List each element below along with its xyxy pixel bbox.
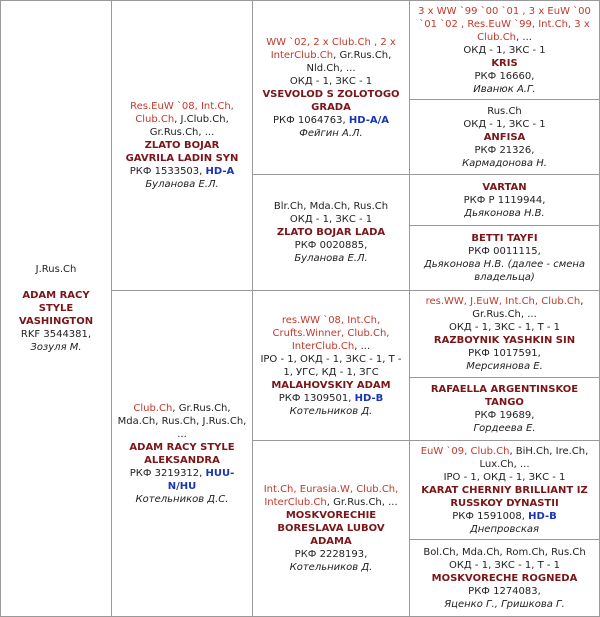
- dog-name-line: RAZBOYNIK YASHKIN SIN: [433, 335, 576, 346]
- dog-titles-red: EuW `09, Club.Ch: [420, 445, 510, 457]
- dog-name-line: ZLATO BOJAR: [144, 140, 220, 151]
- dog-reg-number: РКФ 21326,: [474, 144, 535, 156]
- dog-titles-dark: , Gr.Rus.Ch, ...: [472, 296, 584, 320]
- dog-titles-dark: , ...: [354, 340, 371, 352]
- dog-tests: ОКД - 1, ЗКС - 1: [463, 44, 546, 56]
- dog-tests: ОКД - 1, ЗКС - 1: [289, 214, 373, 225]
- dog-name-line: ADAM RACY STYLE: [129, 441, 235, 453]
- dog-name-line: BORESLAVA LUBOV ADAMA: [277, 523, 385, 547]
- dog-name-line: ANFISA: [483, 131, 526, 143]
- dog-cell: [252, 290, 410, 441]
- dog-name[interactable]: [126, 139, 239, 165]
- dog-titles-dark: Bol.Ch, Mda.Ch, Rom.Ch, Rus.Ch: [423, 546, 586, 558]
- dog-titles-red: res.WW, J.EuW, Int.Ch, Club.Ch: [425, 296, 581, 307]
- dog-registration: [468, 585, 541, 598]
- dog-owner: Мерсиянова Е.: [466, 361, 543, 372]
- dog-registration: [464, 194, 546, 207]
- dog-titles-dark: , Gr.Rus.Ch, ...: [326, 497, 398, 508]
- dog-title: J.Rus.Ch: [35, 264, 77, 275]
- dog-titles-dark: , ...: [516, 31, 532, 43]
- dog-reg-number: РКФ 2228193,: [294, 549, 368, 560]
- dog-owner: Котельников Д.: [289, 405, 373, 417]
- dog-registration: [279, 392, 383, 405]
- dog-cell: [409, 99, 600, 175]
- dog-hd-score: HD-B: [528, 510, 557, 522]
- dog-name-line: ADAM RACY: [22, 290, 90, 301]
- dog-tests: ОКД - 1, ЗКС - 1, Т - 1: [448, 322, 561, 333]
- dog-hd-score: HUU-N/HU: [167, 467, 235, 492]
- dog-reg-number: РКФ 16660,: [474, 70, 535, 82]
- dog-name[interactable]: [421, 484, 587, 510]
- dog-titles: [257, 483, 405, 509]
- dog-name-line: VARTAN: [482, 181, 527, 193]
- dog-titles-dark: , BiH.Ch, Ire.Ch, Lux.Ch, ...: [479, 445, 589, 470]
- dog-registration: [475, 144, 535, 157]
- dog-reg-number: РКФ 1309501,: [278, 392, 352, 404]
- dog-titles-dark: , Gr.Rus.Ch, Mda.Ch, Rus.Ch, J.Rus.Ch, ...: [117, 402, 247, 440]
- dog-name-line: TANGO: [485, 397, 524, 408]
- dog-name-line: STYLE: [38, 303, 74, 314]
- dog-name[interactable]: [257, 509, 405, 548]
- dog-titles-red: 3 x WW `99 `00 `01 , 3 x EuW `00 `01 `02 , Res.EuW `99, Int.Ch, 3 x Club.Ch: [418, 5, 591, 43]
- dog-name-line: ZLATO BOJAR LADA: [276, 227, 386, 238]
- dog-reg-number: РКФ 1533503,: [129, 166, 203, 177]
- dog-owner: Котельников Д.С.: [135, 493, 229, 505]
- dog-name-line: GAVRILA LADIN SYN: [125, 153, 239, 164]
- dog-reg-number: РКФ 1274083,: [468, 585, 541, 597]
- dog-name[interactable]: [262, 88, 399, 114]
- dog-cell: [409, 377, 600, 441]
- dog-reg-number: РКФ 0011115,: [468, 246, 541, 257]
- dog-titles-red: Res.EuW `08, Int.Ch, Club.Ch: [130, 101, 234, 125]
- dog-name[interactable]: [277, 226, 385, 239]
- dog-reg-number: РКФ 1591008,: [452, 510, 525, 522]
- dog-owner: Иванюк А.Г.: [473, 83, 536, 95]
- dog-reg-number: РКФ 1017591,: [468, 348, 541, 359]
- dog-cell: [252, 174, 410, 291]
- dog-titles: [116, 402, 248, 441]
- dog-reg-number: РКФ Р 1119944,: [463, 194, 546, 206]
- dog-titles-dark: Blr.Ch, Mda.Ch, Rus.Ch: [273, 201, 389, 212]
- dog-name[interactable]: [491, 57, 517, 70]
- dog-owner: Днепровская: [469, 523, 540, 535]
- dog-reg-number: РКФ 3219312,: [129, 467, 203, 479]
- dog-titles: [487, 105, 522, 118]
- dog-titles-red: WW `02, 2 x Club.Ch , 2 x InterClub.Ch: [266, 36, 396, 61]
- dog-registration: [295, 548, 368, 561]
- dog-cell: [252, 0, 410, 175]
- dog-name-line: VSEVOLOD S ZOLOTOGO: [262, 88, 400, 100]
- dog-registration: [295, 239, 368, 252]
- dog-tests: ОКД - 1, ЗКС - 1: [289, 75, 373, 87]
- dog-cell: [409, 290, 600, 378]
- dog-cell: [0, 0, 112, 617]
- dog-titles: [257, 36, 405, 75]
- dog-hd-score: HD-A/A: [348, 114, 389, 126]
- dog-registration: [116, 467, 248, 493]
- dog-registration: [452, 510, 556, 523]
- dog-name-line: ALEKSANDRA: [144, 454, 220, 466]
- dog-tests: ОКД - 1, ЗКС - 1: [463, 118, 546, 130]
- dog-titles-red: res.WW `08, Int.Ch, Crufts.Winner, Club.Ch, InterClub.Ch: [272, 314, 390, 352]
- dog-owner: Дьяконова Н.В.: [464, 207, 545, 219]
- dog-owner: Фейгин А.Л.: [299, 127, 363, 139]
- dog-registration: [130, 165, 235, 178]
- dog-owner: Котельников Д.: [289, 562, 373, 573]
- dog-registration: [468, 347, 541, 360]
- dog-cell: [409, 539, 600, 617]
- dog-hd-score: HD-B: [354, 392, 384, 404]
- dog-tests: IPO - 1, ОКД - 1, ЗКС - 1, Т - 1, УГС, КД - 1, ЗГС: [260, 353, 402, 378]
- dog-tests: ОКД - 1, ЗКС - 1, Т - 1: [448, 559, 561, 571]
- dog-name-line: MALAHOVSKIY ADAM: [271, 379, 391, 391]
- dog-reg-number: РКФ 19689,: [474, 410, 535, 421]
- dog-name-line: MOSKVORECHE ROGNEDA: [431, 572, 578, 584]
- dog-owner: Буланова Е.Л.: [145, 179, 219, 190]
- dog-owner: Буланова Е.Л.: [294, 253, 368, 264]
- dog-cell: [409, 0, 600, 100]
- dog-cell: [409, 440, 600, 540]
- dog-name[interactable]: [19, 289, 93, 328]
- dog-cell: [409, 174, 600, 226]
- dog-name-line: RAFAELLA ARGENTINSKOE: [430, 384, 579, 395]
- dog-cell: [111, 290, 253, 617]
- dog-titles: [414, 445, 595, 471]
- dog-registration: [21, 328, 91, 341]
- dog-name-line: KRIS: [491, 57, 518, 69]
- dog-titles: [423, 546, 585, 559]
- dog-name[interactable]: [271, 379, 390, 392]
- dog-owner: Кармадонова Н.: [462, 157, 547, 169]
- dog-registration: [475, 409, 535, 422]
- dog-name[interactable]: [431, 383, 578, 409]
- dog-titles: [257, 314, 405, 353]
- dog-owner: Яценко Г., Гришкова Г.: [444, 598, 565, 610]
- dog-registration: [273, 114, 389, 127]
- dog-name[interactable]: [484, 131, 526, 144]
- dog-name[interactable]: [129, 441, 234, 467]
- dog-name[interactable]: [471, 232, 537, 245]
- dog-titles-red: Club.Ch: [133, 402, 173, 414]
- dog-tests: IPO - 1, ОКД - 1, ЗКС - 1: [443, 471, 566, 483]
- dog-name-line: KARAT CHERNIY BRILLIANT IZ: [421, 484, 588, 496]
- dog-registration: [468, 245, 541, 258]
- dog-titles-dark: , J.Club.Ch, Gr.Rus.Ch, ...: [149, 114, 229, 138]
- dog-titles: [116, 100, 248, 139]
- dog-name-line: VASHINGTON: [18, 316, 94, 327]
- dog-name[interactable]: [432, 572, 578, 585]
- dog-titles-dark: Rus.Ch: [487, 105, 522, 117]
- dog-name[interactable]: [434, 334, 575, 347]
- dog-name-line: RUSSKOY DYNASTII: [450, 497, 559, 509]
- dog-name[interactable]: [482, 181, 526, 194]
- dog-name-line: BETTI TAYFI: [471, 233, 538, 244]
- dog-titles-red: Int.Ch, Eurasia.W, Club.Ch, InterClub.Ch: [263, 484, 399, 508]
- dog-titles: [414, 5, 595, 44]
- dog-reg-number: РКФ 1064763,: [273, 114, 346, 126]
- dog-owner: Гордеева Е.: [473, 423, 536, 434]
- dog-cell: [252, 440, 410, 617]
- dog-registration: [475, 70, 535, 83]
- dog-reg-number: RKF 3544381,: [20, 329, 92, 340]
- dog-reg-number: РКФ 0020885,: [294, 240, 368, 251]
- dog-owner: Зозуля М.: [30, 342, 82, 353]
- dog-owner: Дьяконова Н.В. (далее - смена владельца): [423, 259, 586, 283]
- dog-name-line: GRADA: [311, 101, 351, 113]
- dog-name-line: MOSKVORECHIE: [285, 510, 377, 521]
- dog-titles-dark: , Gr.Rus.Ch, Nld.Ch, ...: [306, 49, 392, 74]
- dog-hd-score: HD-A: [205, 166, 235, 177]
- dog-titles: [414, 295, 595, 321]
- dog-cell: [111, 0, 253, 291]
- dog-titles: [274, 200, 388, 213]
- dog-cell: [409, 225, 600, 291]
